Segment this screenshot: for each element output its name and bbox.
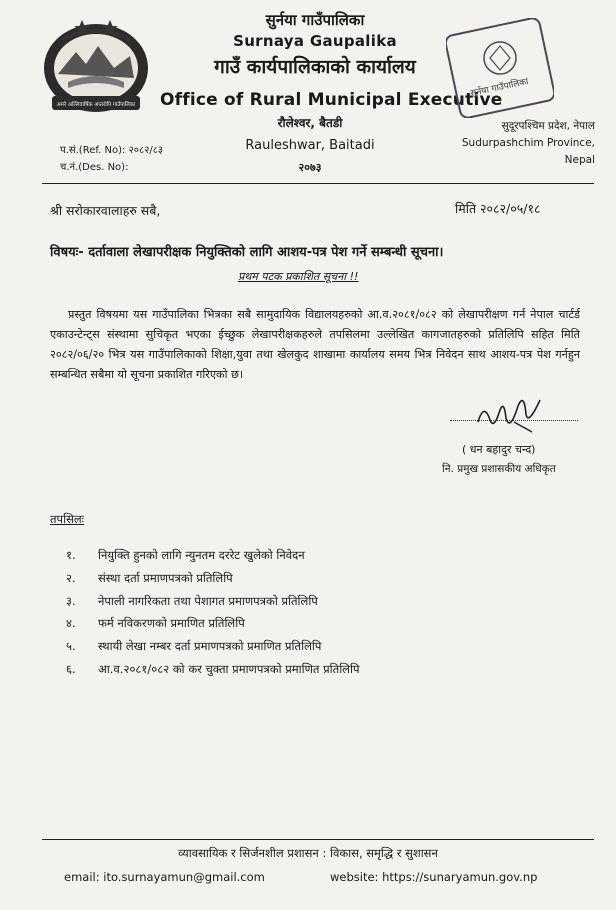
office-name-nepali: गाउँ कार्यपालिकाको कार्यालय bbox=[214, 56, 416, 78]
dispatch-number: च.नं.(Des. No): bbox=[60, 162, 129, 173]
salutation: श्री सरोकारवालाहरु सबै, bbox=[50, 203, 161, 218]
footer-email[interactable]: email: ito.surnayamun@gmail.com bbox=[64, 870, 265, 884]
office-stamp-icon bbox=[446, 18, 554, 118]
notice-body: प्रस्तुत विषयमा यस गाउँपालिका भित्रका सबै सामुदायिक विद्यालयहरुको आ.व.२०८१/०८२ को लेखापरीक्षण गर्न नेपाल चार्टर्ड एकाउन्टेन्ट्स संस्थामा सुचिकृत भएका ईच्छुक लेखापरीक्षकहरुले तपसिलमा उल्लेखित कागजातहरुको प्रतिलिपि सहित मिति २०८२/०६/२० भित्र यस गाउँपालिकाको शिक्षा,युवा तथा खेलकुद शाखामा कार्यालय समय भित्र निवेदन साथ आशय-पत्र पेश गर्नहुन सम्बन्धित सबैमा यो सूचना प्रकाशित गरिएको छ। bbox=[50, 308, 580, 381]
tapasil-heading: तपसिलः bbox=[50, 512, 84, 526]
established-year: २०७३ bbox=[298, 161, 322, 174]
first-publication-tag: प्रथम पटक प्रकाशित सूचना !! bbox=[238, 270, 359, 283]
list-item: २. संस्था दर्ता प्रमाणपत्रको प्रतिलिपि bbox=[66, 570, 233, 585]
province-nepali: सुदूरपश्चिम प्रदेश, नेपाल bbox=[501, 120, 595, 132]
required-documents-list bbox=[66, 548, 359, 685]
list-item: ६. आ.व.२०८१/०८२ को कर चुक्ता प्रमाणपत्रको प्रमाणित प्रतिलिपि bbox=[66, 661, 360, 676]
svg-text:सुर्नया गाउँपालिका: सुर्नया गाउँपालिका bbox=[469, 77, 530, 100]
footer-website[interactable]: website: https://sunaryamun.gov.np bbox=[330, 870, 538, 884]
province-english-line2: Nepal bbox=[564, 154, 595, 166]
header-divider bbox=[42, 183, 594, 184]
letter-date: मिति २०८२/०५/१८ bbox=[455, 201, 541, 216]
reference-block bbox=[60, 142, 163, 176]
list-item: १. नियुक्ति हुनको लागि न्युनतम दररेट खुलेको निवेदन bbox=[66, 548, 305, 562]
municipality-name-nepali: सुर्नया गाउँपालिका bbox=[265, 11, 365, 29]
list-item: ५. स्थायी लेखा नम्बर दर्ता प्रमाणपत्रको प्रमाणित प्रतिलिपि bbox=[66, 639, 322, 654]
signatory-name: ( धन बहादुर चन्द) bbox=[462, 443, 536, 456]
province-block bbox=[455, 118, 595, 169]
office-name-english: Office of Rural Municipal Executive bbox=[160, 90, 503, 110]
footer-motto: व्यावसायिक र सिर्जनशील प्रशासन : विकास, समृद्धि र सुशासन bbox=[178, 846, 438, 860]
subject-line: विषयः- दर्तावाला लेखापरीक्षक नियुक्तिको लागि आशय-पत्र पेश गर्ने सम्बन्धी सूचना। bbox=[50, 245, 444, 260]
list-item: ३. नेपाली नागरिकता तथा पेशागत प्रमाणपत्रको प्रतिलिपि bbox=[66, 593, 318, 608]
svg-text:अमरे अल्लिवार्षिक अप्तरोपि गाउ: अमरे अल्लिवार्षिक अप्तरोपि गाउँपालिका bbox=[56, 102, 136, 108]
location-nepali: रौलेश्वर, बैतडी bbox=[277, 116, 343, 130]
location-english: Rauleshwar, Baitadi bbox=[245, 138, 375, 153]
signature-line bbox=[450, 420, 578, 421]
signatory-title: नि. प्रमुख प्रशासकीय अधिकृत bbox=[442, 463, 556, 475]
nepal-emblem-icon bbox=[38, 12, 154, 116]
municipality-name-english: Surnaya Gaupalika bbox=[233, 32, 397, 50]
list-item: ४. फर्म नविकरणको प्रमाणित प्रतिलिपि bbox=[66, 616, 245, 631]
footer-divider bbox=[42, 839, 594, 840]
province-english-line1: Sudurpashchim Province, bbox=[461, 137, 595, 149]
ref-number: प.सं.(Ref. No): २०८२/८३ bbox=[60, 145, 164, 156]
signature-icon bbox=[474, 392, 550, 438]
